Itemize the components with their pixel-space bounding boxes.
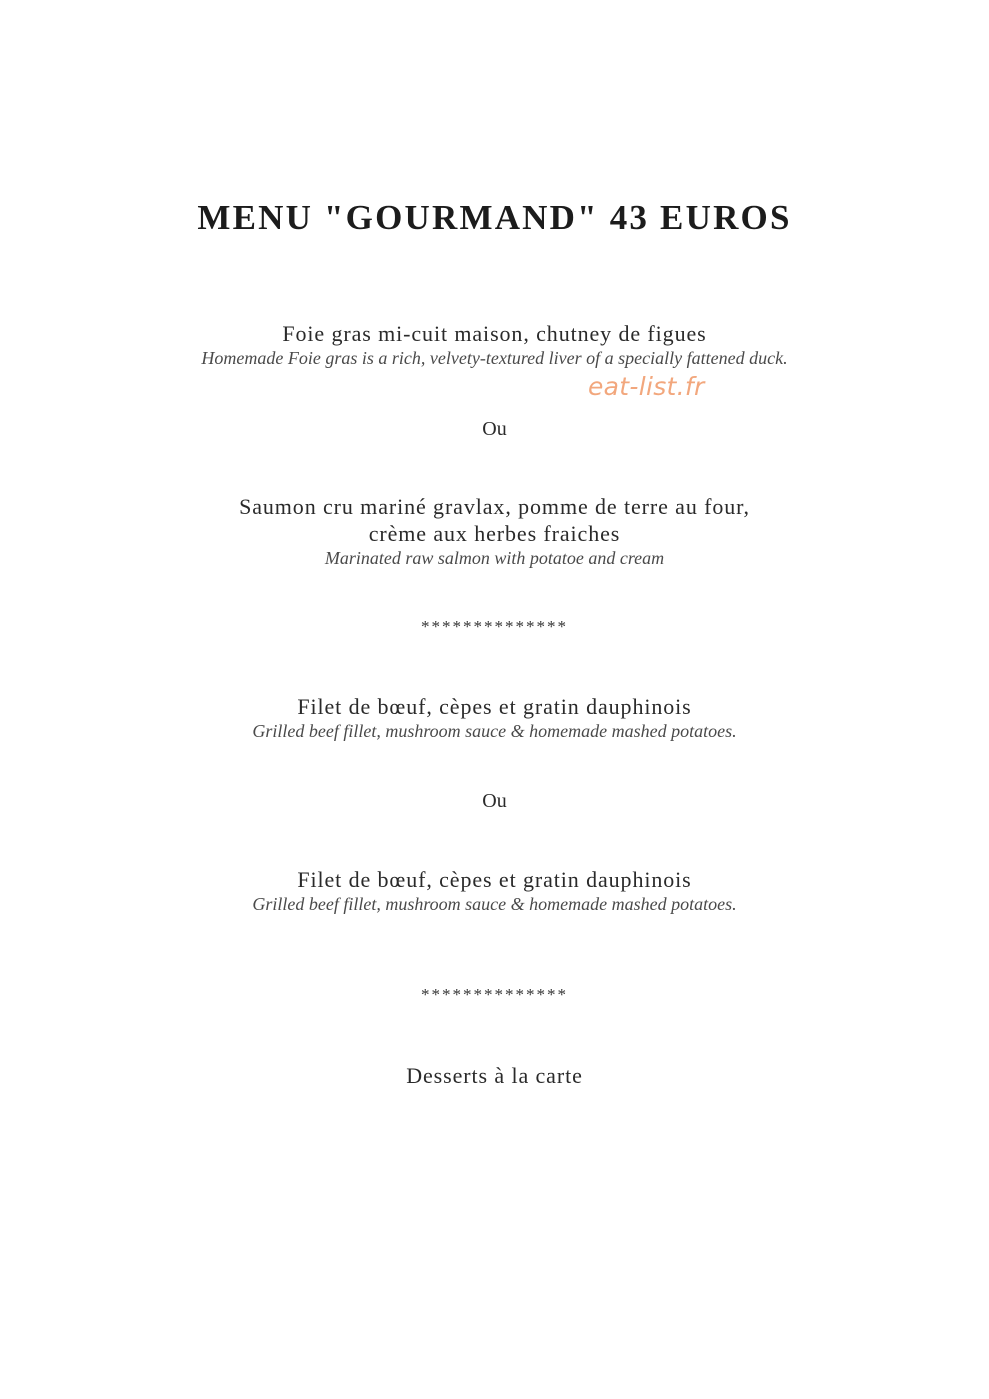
or-label-1: Ou (482, 418, 507, 440)
dessert-line: Desserts à la carte (406, 1063, 583, 1088)
starter-1-description: Homemade Foie gras is a rich, velvety-textured liver of a specially fattened duck. (201, 348, 788, 368)
main-1-name: Filet de bœuf, cèpes et gratin dauphinois (297, 694, 692, 719)
starter-1-name: Foie gras mi-cuit maison, chutney de figues (282, 321, 707, 346)
course-separator-1: ************** (421, 617, 568, 636)
starter-2-name-line1: Saumon cru mariné gravlax, pomme de terre au four, (239, 494, 750, 519)
main-2-description: Grilled beef fillet, mushroom sauce & homemade mashed potatoes. (252, 894, 737, 914)
menu-title: MENU "GOURMAND" 43 EUROS (197, 198, 792, 237)
main-2-name: Filet de bœuf, cèpes et gratin dauphinois (297, 867, 692, 892)
or-label-2: Ou (482, 790, 507, 812)
course-separator-2: ************** (421, 985, 568, 1004)
starter-2-name-line2: crème aux herbes fraiches (368, 521, 621, 546)
main-1-description: Grilled beef fillet, mushroom sauce & homemade mashed potatoes. (252, 721, 737, 741)
watermark-logo: eat-list.fr (588, 372, 705, 401)
starter-2-description: Marinated raw salmon with potatoe and cream (324, 548, 665, 568)
